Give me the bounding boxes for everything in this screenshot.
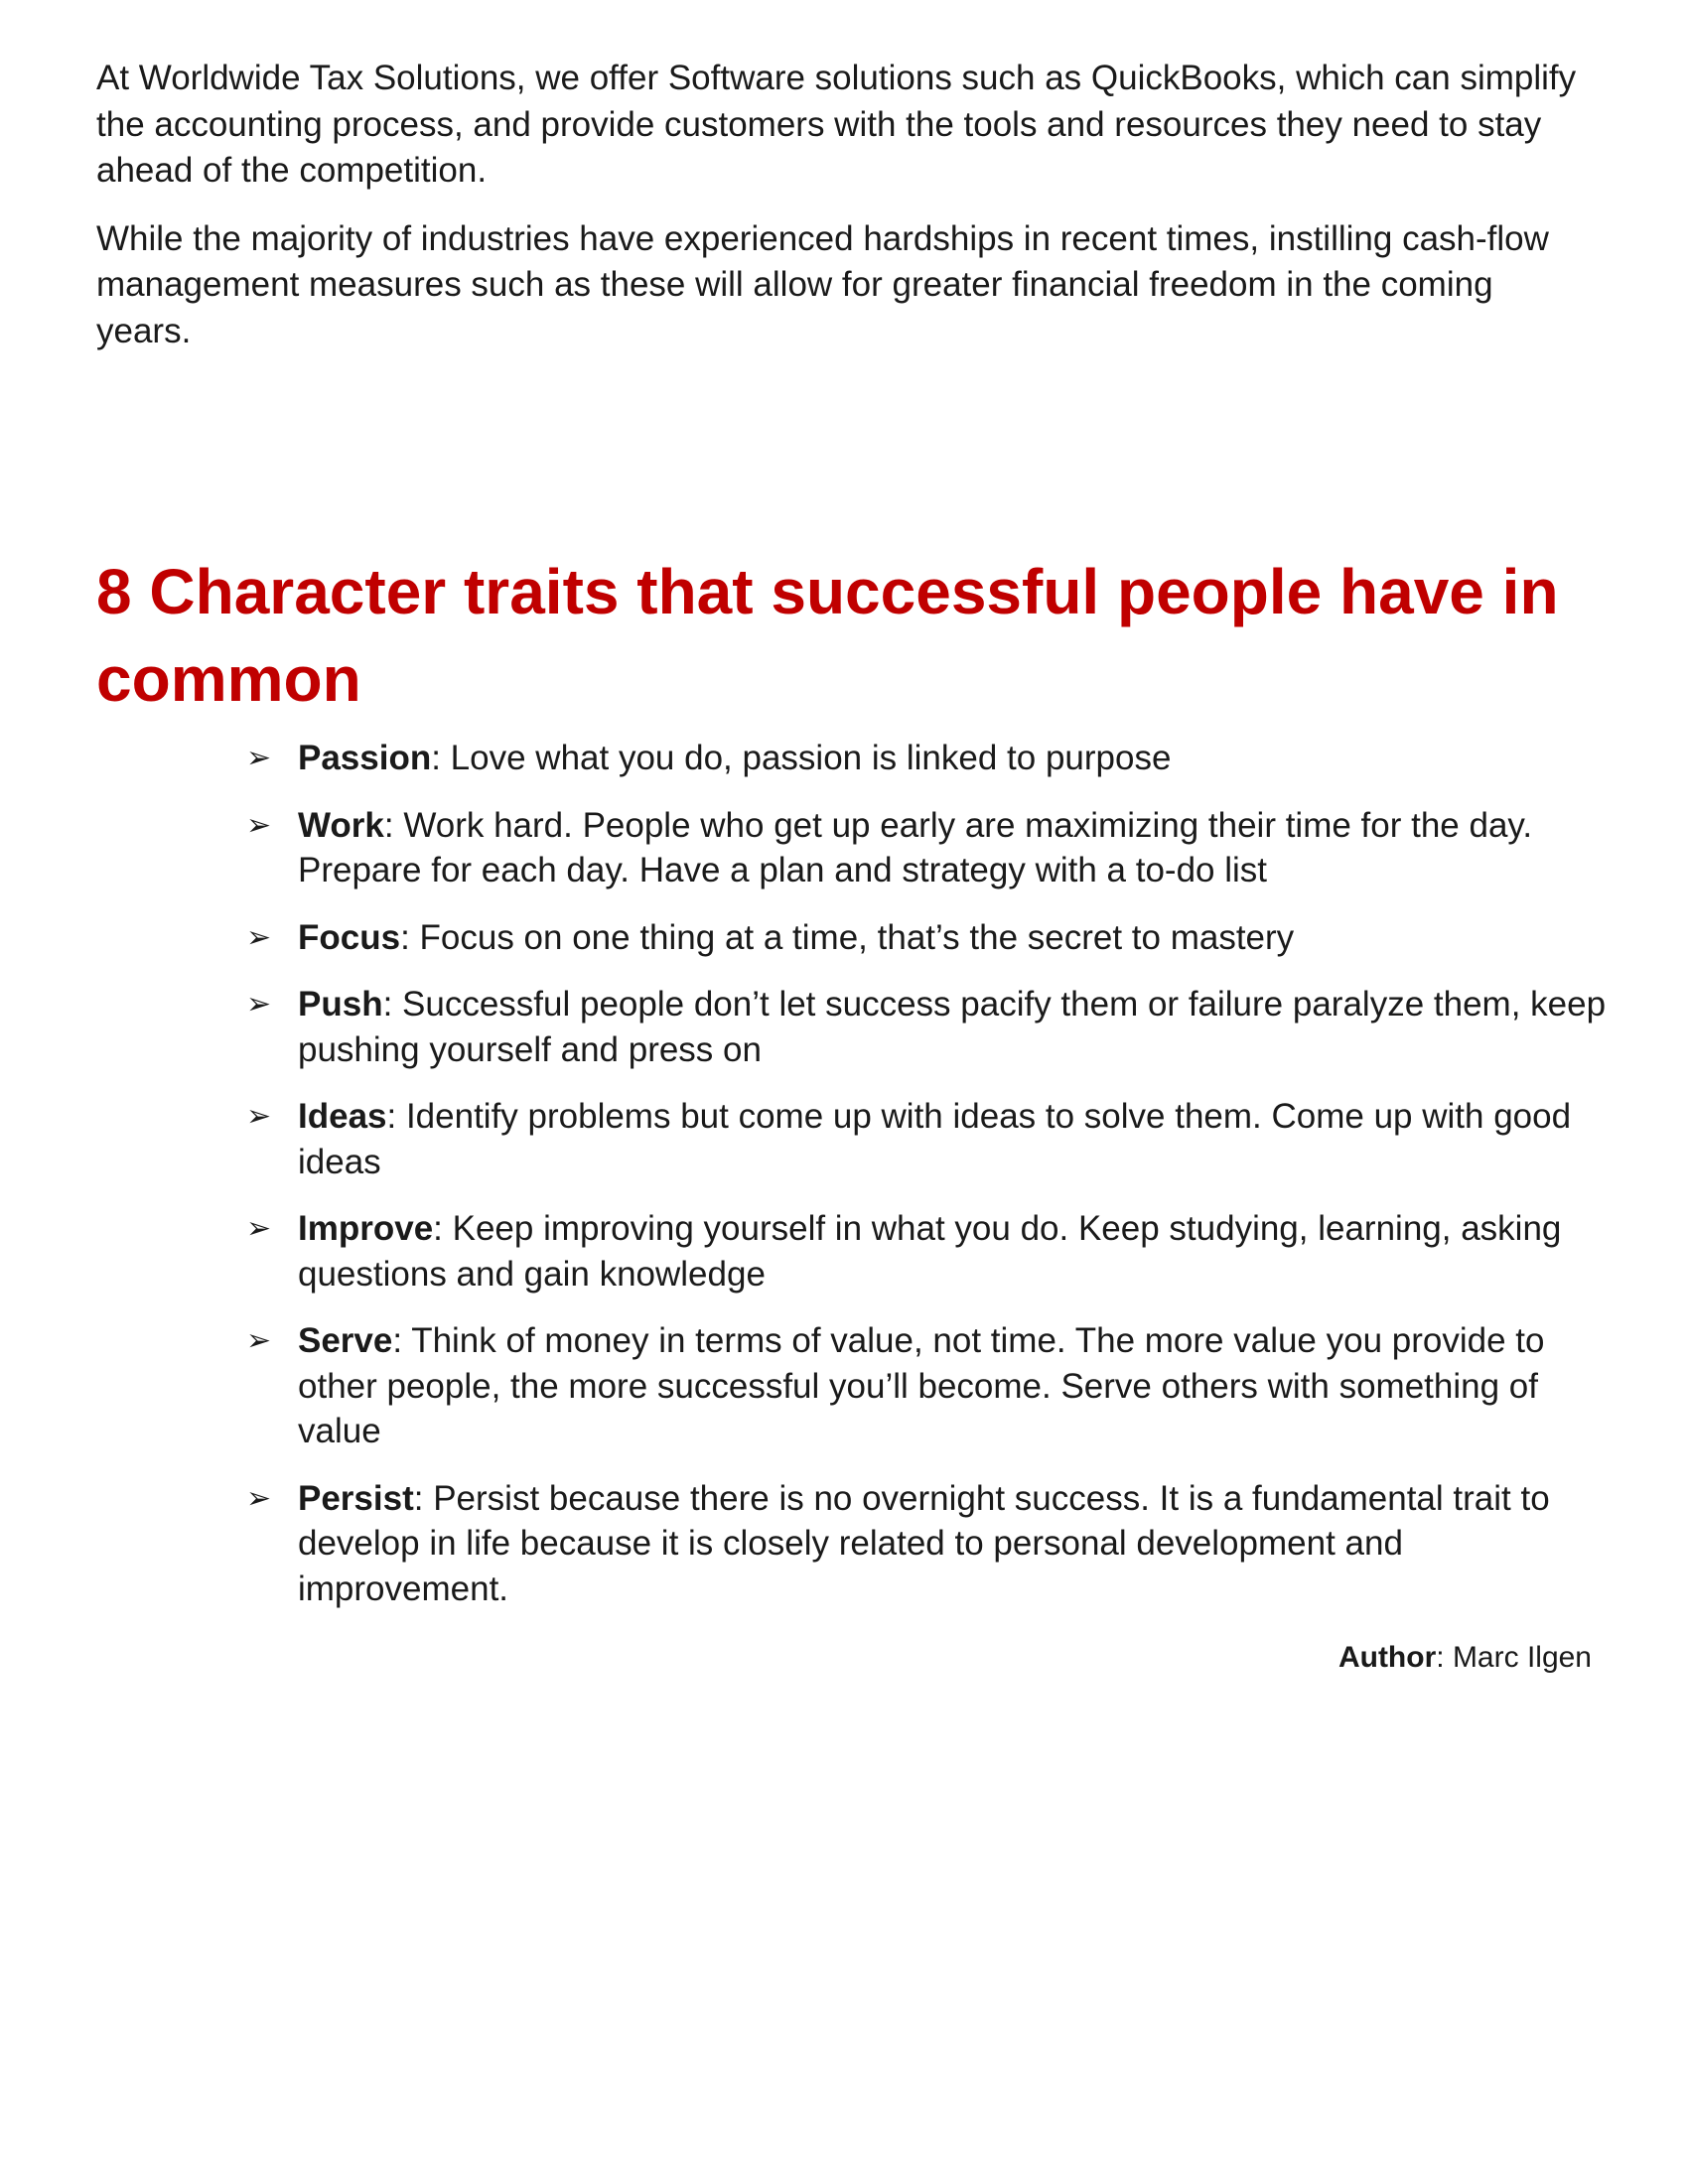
arrowhead-bullet-icon: ➢ (246, 1480, 272, 1516)
list-item (246, 1476, 1609, 1612)
list-item (246, 982, 1609, 1072)
trait-description: : Focus on one thing at a time, that’s the secret to mastery (400, 917, 1295, 957)
trait-term: Improve (298, 1209, 434, 1248)
section-heading: 8 Character traits that successful people have in common (96, 556, 1559, 715)
list-item (246, 1094, 1609, 1184)
list-item (246, 803, 1609, 893)
trait-description: : Keep improving yourself in what you do. Keep studying, learning, asking questions and gain knowledge (298, 1209, 1562, 1294)
trait-term: Focus (298, 917, 401, 957)
traits-list (246, 736, 1609, 1633)
arrowhead-bullet-icon: ➢ (246, 1099, 272, 1134)
arrowhead-bullet-icon: ➢ (246, 807, 272, 843)
author-label: Author (1337, 1641, 1437, 1674)
arrowhead-bullet-icon: ➢ (246, 1323, 272, 1358)
intro-paragraph: At Worldwide Tax Solutions, we offer Software solutions such as QuickBooks, which can simplify the accounting process, and provide customers with the tools and resources they need to stay ahead of the competition. (96, 59, 1577, 190)
trait-term: Persist (298, 1478, 414, 1518)
arrowhead-bullet-icon: ➢ (246, 919, 272, 955)
intro-paragraph: While the majority of industries have experienced hardships in recent times, instilling cash-flow management measures such as these will allow for greater financial freedom in the coming years. (96, 218, 1549, 350)
trait-term: Work (298, 805, 384, 845)
trait-description: : Identify problems but come up with ideas to solve them. Come up with good ideas (298, 1097, 1572, 1181)
arrowhead-bullet-icon: ➢ (246, 1211, 272, 1246)
list-item (246, 915, 1609, 961)
author-credit (1338, 1638, 1592, 1678)
trait-description: : Persist because there is no overnight success. It is a fundamental trait to develop in life because it is closely related to personal development and improvement. (298, 1478, 1550, 1608)
trait-description: : Think of money in terms of value, not time. The more value you provide to other people, the more successful you’ll become. Serve others with something of value (298, 1321, 1545, 1450)
trait-term: Push (298, 985, 383, 1024)
list-item (246, 1318, 1609, 1454)
arrowhead-bullet-icon: ➢ (246, 987, 272, 1022)
list-item (246, 1206, 1609, 1297)
trait-description: : Work hard. People who get up early are maximizing their time for the day. Prepare for each day. Have a plan and strategy with a to-do list (298, 805, 1533, 889)
trait-term: Serve (298, 1321, 393, 1360)
intro-section (96, 56, 1596, 376)
trait-description: : Love what you do, passion is linked to purpose (431, 739, 1172, 777)
trait-term: Passion (298, 739, 432, 777)
author-name: Marc Ilgen (1452, 1641, 1592, 1674)
trait-description: : Successful people don’t let success pacify them or failure paralyze them, keep pushing yourself and press on (298, 985, 1607, 1069)
list-item (246, 736, 1609, 781)
arrowhead-bullet-icon: ➢ (246, 741, 272, 775)
author-separator: : (1436, 1641, 1453, 1674)
trait-term: Ideas (298, 1097, 387, 1136)
